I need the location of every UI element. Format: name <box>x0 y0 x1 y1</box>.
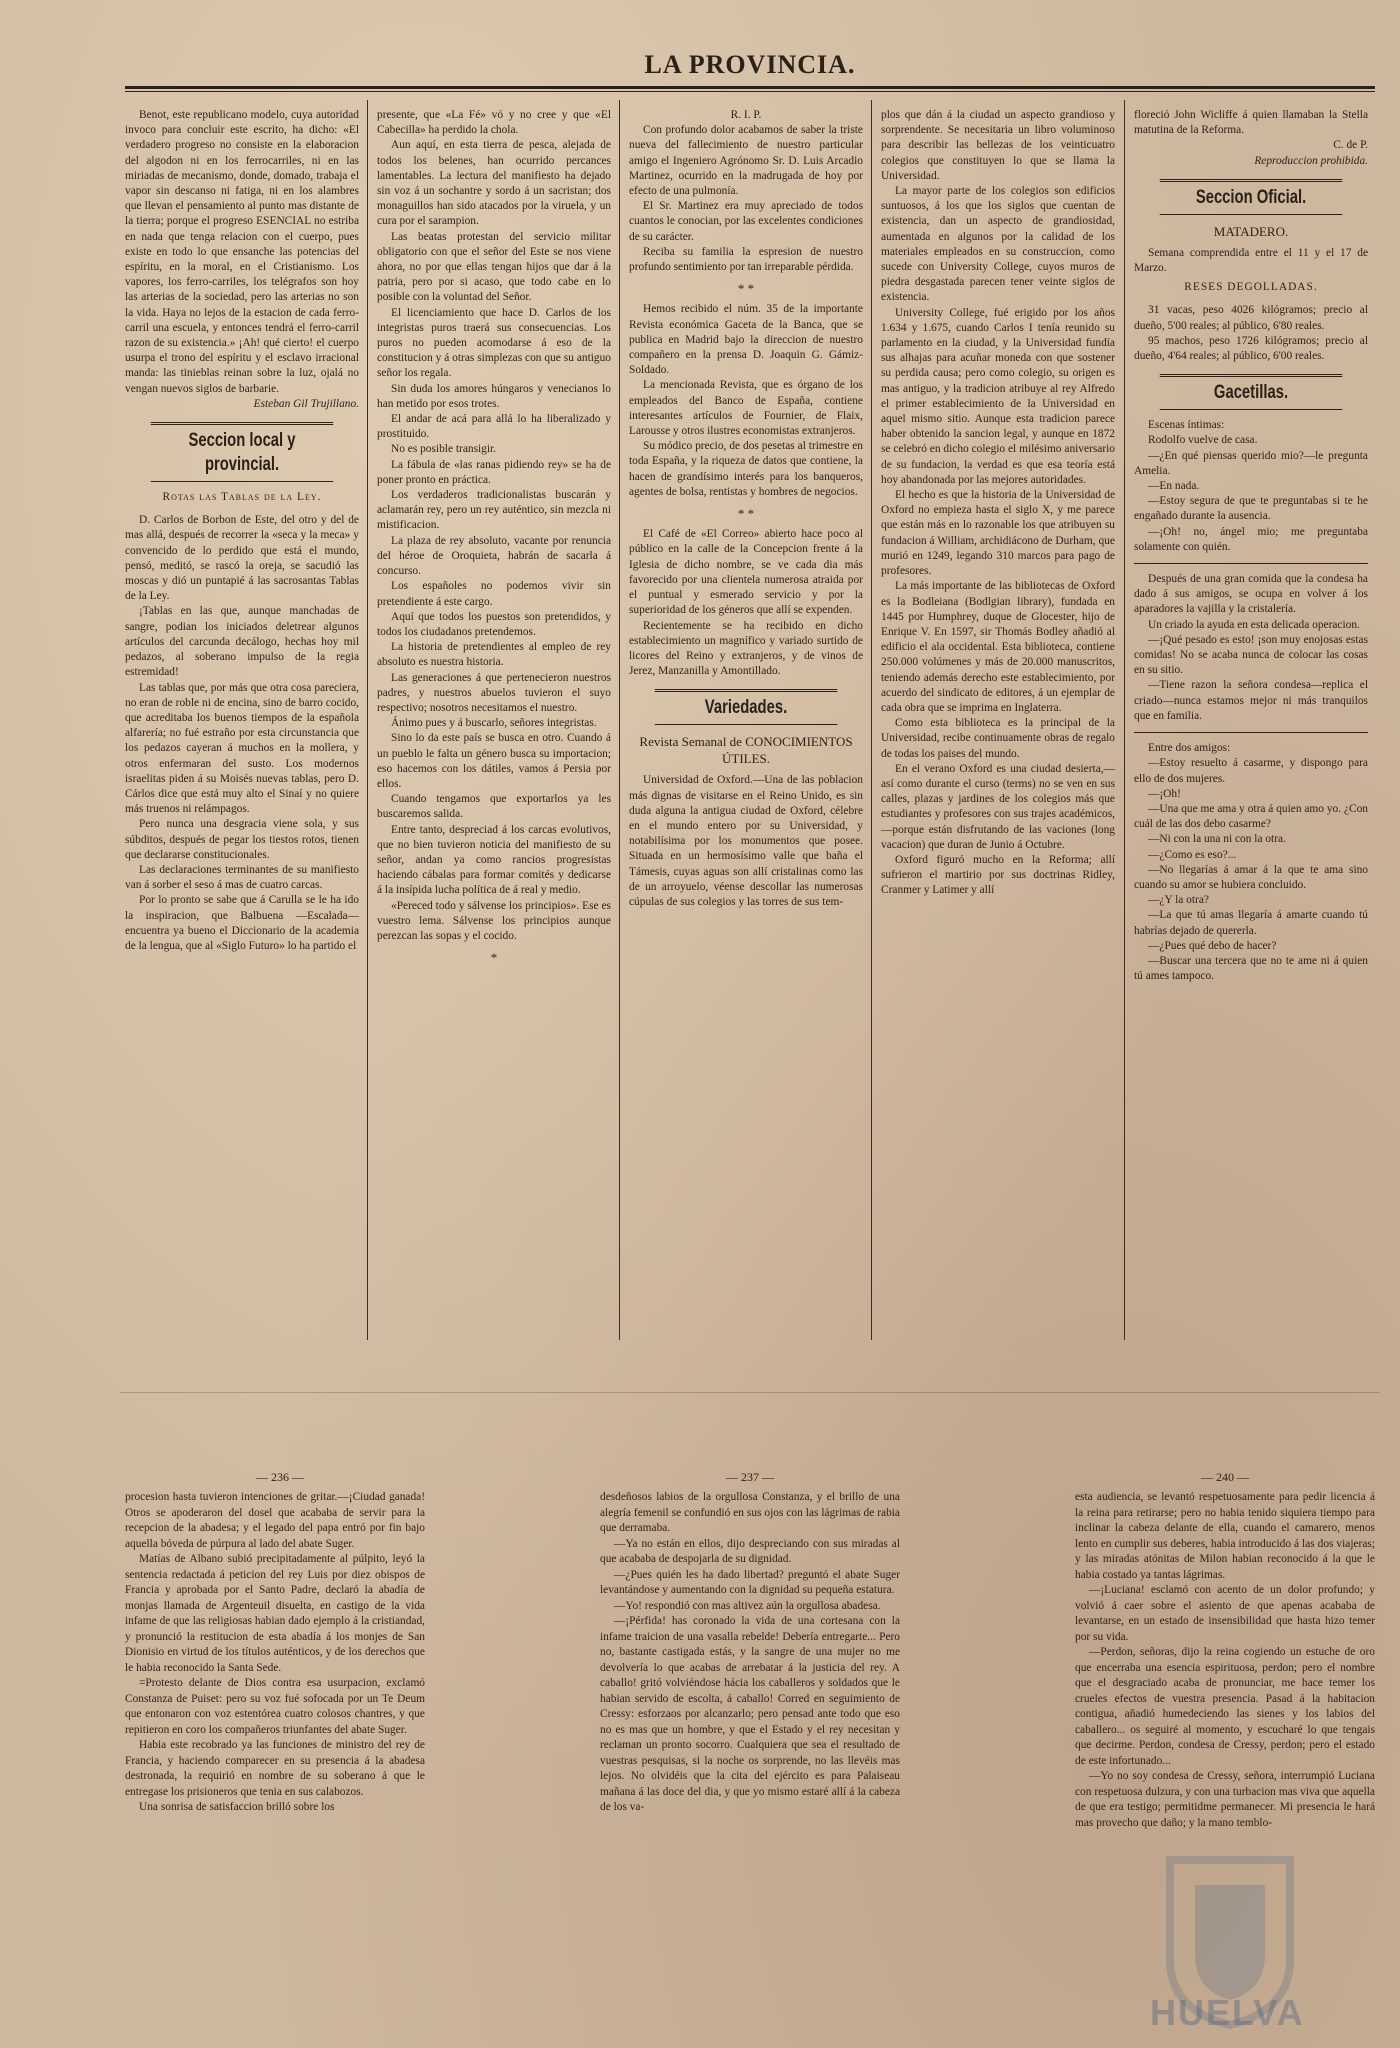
paragraph: Sin duda los amores húngaros y venecianos lo han metido por esos trotes. <box>377 382 611 410</box>
paragraph: —¿Pues qué debo de hacer? <box>1148 939 1277 952</box>
paragraph: Sino lo da este país se busca en otro. Cuando á un pueblo le falta un género busca su importacion; eso hacemos con los dátiles, vamos á Persia por ellos. <box>377 732 611 790</box>
paragraph: Cuando tengamos que exportarlos ya les buscaremos salida. <box>377 793 611 821</box>
column-2 <box>377 108 611 971</box>
paragraph: Como esta biblioteca es la principal de la Universidad, recibe continuamente obras de regalo de todas los paises del mundo. <box>881 717 1115 760</box>
paragraph: —No llegarías á amar á la que te ama sino cuando su amor se hubiera concluido. <box>1134 863 1368 891</box>
paragraph: La más importante de las bibliotecas de Oxford es la Bodleiana (Bodlgian library), fundada en 1445 por Humphrey, duque de Glocester, hijo de Enrique V. En 1597, sir Thomás Bodley añadió al edificio el ala occidental. Esta biblioteca, contiene 250.000 volúmenes y más de 20.000 manuscritos, teniendo además derecho este establecimiento, por acuerdo del sindicato de editores, á un ejemplar de cada obra que se imprima en Inglaterra. <box>881 580 1115 714</box>
paragraph: —¡Oh! <box>1148 787 1181 800</box>
paragraph: ¡Tablas en las que, aunque manchadas de sangre, podian los iniciados deletrear algunos artículos del carcunda decálogo, hechas hoy mil pedazos, al soberano impulso de la regia estremidad! <box>125 605 359 679</box>
asterism: * * <box>737 506 755 522</box>
paragraph: —En nada. <box>1148 480 1200 493</box>
paragraph: El Sr. Martinez era muy apreciado de todos cuantos le conocian, por las excelentes condiciones de su carácter. <box>629 200 863 243</box>
section-heading-gacetillas: Gacetillas. <box>1160 374 1343 410</box>
column-3 <box>629 108 863 910</box>
paragraph: El hecho es que la historia de la Universidad de Oxford no empieza hasta el siglo X, y me parece que están más en lo razonable los que atribuyen su fundacion á William, archidiácono de Durham, que murió en 1249, legando 310 marcos para pago de profesores. <box>881 489 1115 578</box>
paragraph: 95 machos, peso 1726 kilógramos; precio al dueño, 4'64 reales; al público, 6'00 reales. <box>1134 334 1368 363</box>
paragraph: Escenas íntimas: <box>1148 419 1225 432</box>
paragraph: —Buscar una tercera que no te ame ni á quien tú ames tampoco. <box>1134 954 1368 983</box>
fold-line <box>120 1392 1380 1393</box>
paragraph: Rodolfo vuelve de casa. <box>1148 434 1258 447</box>
paragraph: El andar de acá para allá lo ha liberalizado y prostituido. <box>377 413 611 441</box>
paragraph: —Tiene razon la señora condesa—replica el criado—nunca estamos mejor ni más tranquilos que en familia. <box>1134 679 1368 722</box>
paragraph: Ánimo pues y á buscarlo, señores integristas. <box>391 717 597 730</box>
section-heading-variedades: Variedades. <box>655 689 838 725</box>
paragraph: La mayor parte de los colegios son edificios suntuosos, á los que los siglos que cuentan de existencia, dan un aspecto de grandiosidad, aumentada en algunos por la calidad de los materiales empleados en su construccion, como sucede con University College, cuyos muros de piedra desgastada parecen tener veinte siglos de existencia. <box>881 185 1115 304</box>
paragraph: —¿Y la otra? <box>1148 894 1209 907</box>
paragraph: —¡Oh! no, ángel mio; me preguntaba solamente con quién. <box>1134 525 1368 553</box>
paragraph: Pero nunca una desgracia viene sola, y sus súbditos, después de pegar los tiestos rotos, tienen que declararse constitucionales. <box>125 818 359 861</box>
paragraph: —La que tú amas llegaría á amarte cuando tú habrías dejado de quererla. <box>1134 909 1368 937</box>
paragraph: Por lo pronto se sabe que á Carulla se le ha ido la inspiracion, que Balbuena —Escalada—encuentra ya bueno el Diccionario de la academia de la lengua, que al «Siglo Futuro» lo ha partido el <box>125 894 359 952</box>
paragraph: No es posible transigir. <box>391 443 497 456</box>
paragraph: desdeñosos labios de la orgullosa Constanza, y el brillo de una alegría femenil se confundió en sus ojos con las lágrimas de rabia que derramaba. <box>600 1491 900 1534</box>
asterism: * * <box>737 281 755 297</box>
divider <box>1134 732 1368 733</box>
paragraph: Habia este recobrado ya las funciones de ministro del rey de Francia, y haciendo comparecer en su presencia á la abadesa destronada, la requirió en nombre de su soberano á que le entregase los prisioneros que tenia en sus calabozos. <box>125 1739 425 1798</box>
paragraph: Entre tanto, despreciad á los carcas evolutivos, que no bien tuvieron noticia del manifiesto de su señor, andan ya como rancios progresistas haciendo cábalas para formar comités y dedicarse á la insípida lucha política de á real y medio. <box>377 823 611 897</box>
signature: Esteban Gil Trujillano. <box>253 397 359 410</box>
column-4 <box>881 108 1115 899</box>
signature: C. de P. <box>1333 139 1368 152</box>
paragraph: En el verano Oxford es una ciudad desierta,—así como durante el curso (terms) no se ven en sus calles, plazas y jardines de los colegios más que estudiantes y profesores con sus trajes académicos,—porque están disfrutando de las vaciones (long vacacion) que duran de Junio á Octubre. <box>881 762 1115 851</box>
paragraph: Con profundo dolor acabamos de saber la triste nueva del fallecimiento de nuestro particular amigo el Ingeniero Agrónomo Sr. D. Luis Arcadio Martinez, ocurrido en la madrugada de hoy por efecto de una pulmonía. <box>629 124 863 198</box>
article-title: Revista Semanal de CONOCIMIENTOS ÚTILES. <box>639 734 853 767</box>
paragraph: =Protesto delante de Dios contra esa usurpacion, exclamó Constanza de Puiset: pero su voz fué sofocada por un Te Deum que entonaron con voz estentórea cuatro colosos chantres, y que repitieron en coro los compañeros triunfantes del abate Suger. <box>125 1677 425 1736</box>
paragraph: floreció John Wicliffe á quien llamaban la Stella matutina de la Reforma. <box>1134 109 1368 137</box>
masthead-rule <box>125 86 1375 89</box>
serial-column-3 <box>1075 1490 1375 1831</box>
paragraph: —Ya no están en ellos, dijo despreciando con sus miradas al que acababa de despojarla de su dignidad. <box>600 1537 900 1565</box>
section-heading-local: Seccion local y provincial. <box>151 422 334 482</box>
paragraph: —¿Pues quién les ha dado libertad? preguntó el abate Suger levantándose y aumentando con la dignidad su pequeña estatura. <box>600 1568 900 1596</box>
column-separator <box>619 100 620 1340</box>
paragraph: Los verdaderos tradicionalistas buscarán y aclamarán rey, pero un rey auténtico, sin mezcla ni mistificacion. <box>377 489 611 532</box>
paragraph: Entre dos amigos: <box>1148 742 1231 755</box>
paragraph: Su módico precio, de dos pesetas al trimestre en toda España, y la riqueza de datos que contiene, la hacen de grandísimo interés para los banqueros, agentes de bolsa, rentistas y hombres de negocios. <box>629 440 863 498</box>
archive-watermark: HUELVA <box>1150 1992 1305 2033</box>
paragraph: —¡Pérfida! has coronado la vida de una cortesana con la infame traicion de una vasalla rebelde! Debería entregarte... Pero no, bastante castigada estás, y la sangre de una mujer no me devolvería lo que acabas de arrebatar á la justicia del rey. A caballo! gritó volviéndose hácia los caballeros y soldados que le habian servido de escolta, á caballo! Corred en seguimiento de Cressy: esforzaos por alcanzarlo; pero pensad ante todo que eso no es mas que un hombre, y que el Estado y el rey necesitan y reclaman un pronto socorro. Cualquiera que sea el resultado de vuestras pesquisas, si la noche os sorprende, no las llevéis mas lejos. No olvidéis que la cita del ejército es para Palaiseau mañana á las doce del dia, y que yo mismo estaré allí á la cabeza de los va- <box>600 1615 900 1813</box>
column-separator <box>871 100 872 1340</box>
folio-number: — 240 — <box>1201 1470 1249 1484</box>
paragraph: Aun aquí, en esta tierra de pesca, alejada de todos los belenes, han ocurrido percances lamentables. La lectura del manifiesto ha dejado sin voz á un sochantre y sordo á un sacristan; dos monaguillos han sido atacados por la viruela, y un cura por el sarampion. <box>377 139 611 228</box>
masthead-title: LA PROVINCIA. <box>644 50 856 79</box>
paragraph: Universidad de Oxford.—Una de las poblacion más dignas de visitarse en el Reino Unido, es sin duda alguna la antigua ciudad de Oxford, célebre en el mundo entero por su Universidad, y notabilísima por los monumentos que posee. Situada en un hermosísimo valle que baña el Támesis, cuyas aguas son allí cristalinas como las de un arroyuelo, véense descollar las numerosas cúpulas de sus colegios y las torres de sus tem- <box>629 774 863 908</box>
masthead-rule-thin <box>125 91 1375 92</box>
paragraph: —Yo! respondió con mas altivez aún la orgullosa abadesa. <box>614 1599 881 1612</box>
paragraph: Hemos recibido el núm. 35 de la importante Revista económica Gaceta de la Banca, que se publica en Madrid bajo la direccion de nuestro compañero en la prensa D. Joaquin G. Gámiz-Soldado. <box>629 303 863 377</box>
paragraph: El licenciamiento que hace D. Carlos de los integristas puros traerá sus consecuencias. Los puros no pueden acomodarse á eso de la constitucion y á otras simplezas con que su antiguo señor los regala. <box>377 306 611 380</box>
paragraph: D. Carlos de Borbon de Este, del otro y del de mas allá, después de recorrer la «seca y la meca» y convencido de lo perdido que está el mundo, pensó, meditó, se rascó la oreja, se sacudió las moscas y dió un puntapié á las sacrosantas Tablas de la Ley. <box>125 514 359 603</box>
paragraph: Reciba su familia la espresion de nuestro profundo sentimiento por tan irreparable pérdida. <box>629 245 863 274</box>
paragraph: —¿Como es eso?... <box>1148 848 1237 861</box>
paragraph: Las declaraciones terminantes de su manifiesto van á sorber el seso á mas de cuatro carcas. <box>125 863 359 892</box>
paragraph: Después de una gran comida que la condesa ha dado á sus amigos, se ocupa en volver á los aparadores la vajilla y la cristalería. <box>1134 573 1368 616</box>
folio-number: — 237 — <box>726 1470 774 1484</box>
paragraph: Las generaciones á que pertenecieron nuestros padres, y nuestros abuelos tuvieron el suyo respectivo; nosotros necesitamos el nuestro. <box>377 671 611 714</box>
folio-number: — 236 — <box>256 1470 304 1484</box>
section-heading-oficial: Seccion Oficial. <box>1160 179 1343 215</box>
paragraph: —Ni con la una ni con la otra. <box>1148 833 1286 846</box>
column-5 <box>1134 108 1368 984</box>
paragraph: Oxford figuró mucho en la Reforma; allí sufrieron el martirio por sus doctrinas Ridley, Cranmer y Latimer y allí <box>881 853 1115 897</box>
article-title: MATADERO. <box>1213 223 1289 239</box>
column-separator <box>367 100 368 1340</box>
paragraph: University College, fué erigido por los años 1.634 y 1.675, cuando Carlos I tenía reunido su parlamento en la ciudad, y la Universidad fundía sus alhajas para acuñar moneda con que sostener su perdida causa; pero como colegio, su origen es mas antiguo, y la tradicion atribuye al rey Alfredo el primer establecimiento de la Universidad en aquel mismo sitio. Aunque esta tradicion parece haber obtenido la sancion legal, y aunque en 1872 se celebró en dicho colegio el milésimo aniversario de su fundacion, la verdad es que esa teoría está hoy abandonada por las mejores autoridades. <box>881 306 1115 486</box>
paragraph: La historia de pretendientes al empleo de rey absoluto es nuestra historia. <box>377 641 611 669</box>
paragraph: Recientemente se ha recibido en dicho establecimiento un magnífico y variado surtido de licores del Reino y extranjeros, y de vinos de Jerez, Manzanilla y Amontillado. <box>629 619 863 678</box>
serial-column-1 <box>125 1490 425 1816</box>
paragraph: Una sonrisa de satisfaccion brilló sobre los <box>139 1801 335 1813</box>
paragraph: Un criado la ayuda en esta delicada operacion. <box>1148 618 1360 631</box>
column-separator <box>1124 100 1125 1340</box>
paragraph: —Una que me ama y otra á quien amo yo. ¿Con cuál de las dos debo casarme? <box>1134 802 1368 831</box>
paragraph: Benot, este republicano modelo, cuya autoridad invoco para concluir este escrito, ha dicho: «El verdadero progreso no consiste en la elaboracion del algodon ni en los ferrocarriles, ni en las miriadas de mecanismo, donde, domado, trabaja el vapor sin descanso ni fatiga, ni en los alambres que llevan el pensamiento al punto mas distante de la tierra; porque el progreso ESENCIAL no estriba en nada que tenga relacion con el cuerpo, pues existe en todo lo que ensanche las potencias del espíritu, en la moral, en el Cristianismo. Los vapores, los ferro-carriles, los telégrafos son hoy las arterias de la sociedad, pero las arterias no son la vida. Haya no lejos de la estacion de cada ferro-carril una escuela, y entonces tendrá el ferro-carril razon de su existencia.» ¡Ah! qué cierto! el cuerpo usurpa el trono del espíritu y el esclavo irracional manda: las tinieblas reinan sobre la luz, ojalá no vengan nuevos siglos de barbarie. <box>125 109 359 395</box>
paragraph: —Perdon, señoras, dijo la reina cogiendo un estuche de oro que encerraba una esencia espirituosa, perdon; pero el nombre que el desgraciado acaba de pronunciar, me hace temer los crueles efectos de vuestra presencia. Pasad á la habitacion contigua, añadió humedeciendo las sienes y los labios del caballero... os seguiré al momento, y escucharé lo que tengais que decirme. Perdon, condesa de Cressy, perdon; pero el estado de este infortunado... <box>1075 1646 1375 1767</box>
column-1 <box>125 108 359 954</box>
paragraph: Matías de Albano subió precipitadamente al púlpito, leyó la sentencia redactada á peticion del rey Luis por diez obispos de Francia y aprobada por el Santo Padre, declaró la abadía de monjas llamada de Argenteuil disuelta, en castigo de la vida infame de que las religiosas habian dado ejemplo á la cristiandad, y pronunció la restitucion de esta abadía á los monjes de San Dionisio en virtud de los títulos auténticos, y de los derechos que le habia reconocido la Santa Sede. <box>125 1553 425 1674</box>
paragraph: Los españoles no podemos vivir sin pretendiente á este cargo. <box>377 580 611 608</box>
reproduction-note: Reproduccion prohibida. <box>1254 154 1368 167</box>
asterism: * <box>490 950 498 966</box>
paragraph: Aquí que todos los puestos son pretendidos, y todos los ciudadanos pretendemos. <box>377 610 611 638</box>
paragraph: —Estoy segura de que te preguntabas si te he engañado durante la ausencia. <box>1134 495 1368 523</box>
paragraph: La mencionada Revista, que es órgano de los empleados del Banco de España, contiene interesantes artículos de Fournier, de Flaix, Larousse y otros ilustres economistas extranjeros. <box>629 379 863 438</box>
paragraph: —¡Qué pesado es esto! ¡son muy enojosas estas comidas! No se acaba nunca de colocar las cosas en su sitio. <box>1134 633 1368 677</box>
paragraph: Semana comprendida entre el 11 y el 17 de Marzo. <box>1134 246 1368 275</box>
paragraph: —¿En qué piensas querido mio?—le pregunta Amelia. <box>1134 449 1368 477</box>
serial-column-2 <box>600 1490 900 1816</box>
rip-heading: R. I. P. <box>730 109 762 121</box>
paragraph: —¡Luciana! esclamó con acento de un dolor profundo; y volvió á caer sobre el asiento de que apenas acababa de levantarse, en un estado de insensibilidad que hasta hizo temer por su vida. <box>1075 1584 1375 1643</box>
paragraph: plos que dán á la ciudad un aspecto grandioso y sorprendente. Se necesitaria un libro voluminoso para describir las bellezas de los veinticuatro colegios que constituyen lo que se llama la Universidad. <box>881 109 1115 182</box>
article-title: Rotas las Tablas de la Ley. <box>162 491 322 504</box>
paragraph: procesion hasta tuvieron intenciones de gritar.—¡Ciudad ganada! Otros se apoderaron del dosel que acababa de servir para la recepcion de la abadesa; y el legado del papa entró por fin bajo aquella bóveda de púrpura al lado del abate Suger. <box>125 1491 425 1550</box>
paragraph: esta audiencia, se levantó respetuosamente para pedir licencia á la reina para retirarse; pero no habia tenido siquiera tiempo para inclinar la cabeza delante de ella, cuando el camarero, menos lento en cumplir sus deberes, habia introducido á las dos viajeras; y las miradas atónitas de Milon habian reconocido á la que le habia costado ya tantas lágrimas. <box>1075 1491 1375 1581</box>
paragraph: El Café de «El Correo» abierto hace poco al público en la calle de la Concepcion frente á la Iglesia de dicho nombre, se ve cada dia más favorecido por una clientela numerosa atraida por el puntual y esmerado servicio y por la superioridad de los géneros que allí se expenden. <box>629 528 863 617</box>
paragraph: presente, que «La Fé» vó y no cree y que «El Cabecilla» ha perdido la chola. <box>377 109 611 137</box>
paragraph: La plaza de rey absoluto, vacante por renuncia del héroe de Oroquieta, habrán de sacarla á concurso. <box>377 534 611 578</box>
paragraph: 31 vacas, peso 4026 kilógramos; precio al dueño, 5'00 reales; al público, 6'80 reales. <box>1134 304 1368 332</box>
divider <box>1134 563 1368 564</box>
paragraph: —Estoy resuelto á casarme, y dispongo para ello de dos mujeres. <box>1134 757 1368 785</box>
paragraph: «Pereced todo y sálvense los principios». Ese es vuestro lema. Sálvense los principios aunque perezcan las sopas y el cocido. <box>377 899 611 942</box>
paragraph: Las tablas que, por más que otra cosa pareciera, no eran de roble ni de encina, sino de barro cocido, que acreditaba los buenos tiempos de la española alfarería; no fué estraño por esta circunstancia que los pedazos cayeran á muchos en la mollera, y otros enfermaran del susto. Los modernos israelitas piden á su Moisés nuevas tablas, pero D. Cárlos dice que está muy alto el Sinaí y no quiere más truenos ni relámpagos. <box>125 681 359 816</box>
paragraph: La fábula de «las ranas pidiendo rey» se ha de poner pronto en práctica. <box>377 458 611 486</box>
paragraph: —Yo no soy condesa de Cressy, señora, interrumpió Luciana con respetuosa dulzura, y con una turbacion mas viva que aquella de que era testigo; permitidme permanecer. Mi presencia le hará mas provecho que daño; y la mano temblo- <box>1075 1770 1375 1829</box>
paragraph: Las beatas protestan del servicio militar obligatorio con que el señor del Este se nos viene ahora, no por que ellas tengan hijos que dar á la patria, pero por si acaso, que todo cabe en lo posible con la voluntad del Señor. <box>377 230 611 304</box>
subheading-reses: RESES DEGOLLADAS. <box>1184 281 1318 294</box>
